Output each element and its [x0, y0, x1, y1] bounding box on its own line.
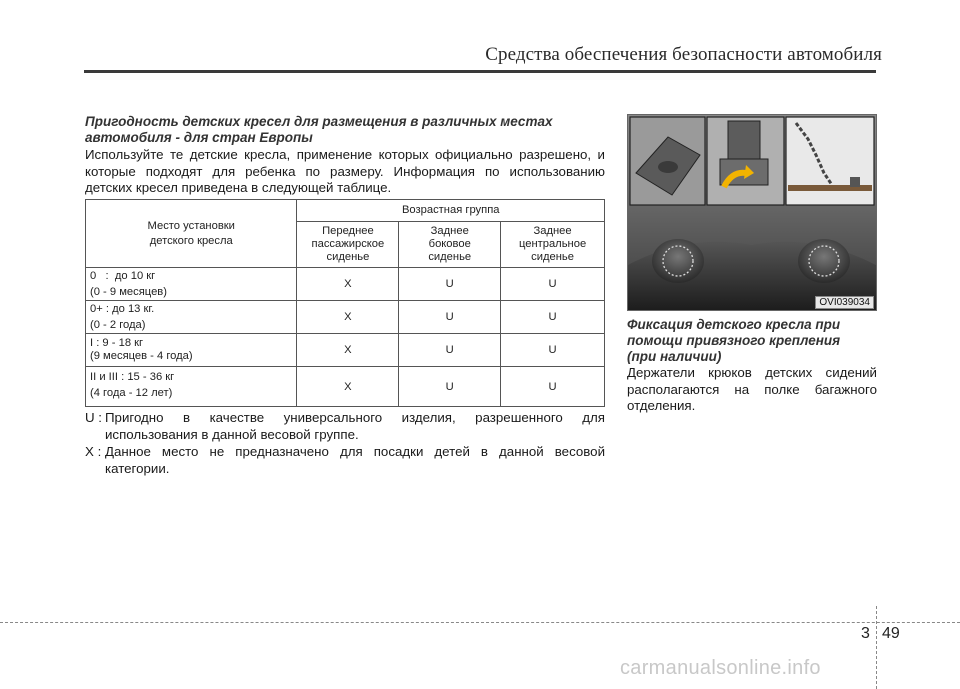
table-cell: X — [297, 268, 399, 301]
column-header-line: сиденье — [428, 251, 472, 263]
sub-title-line-3: (при наличии) — [627, 349, 722, 364]
section-title-line-1: Пригодность детских кресел для размещения в различных местах — [85, 114, 553, 129]
page-number: 49 — [882, 625, 900, 642]
footer-rule — [0, 622, 960, 623]
table-cell: X — [297, 334, 399, 367]
sub-title-line-1: Фиксация детского кресла при — [627, 317, 841, 332]
row-header — [86, 334, 297, 367]
photo-code-label: OVI039034 — [815, 296, 874, 309]
row-weight: II и III : 15 - 36 кг — [90, 371, 175, 383]
table-header-row — [86, 200, 605, 222]
sub-title-line-2: помощи привязного крепления — [627, 333, 841, 348]
tether-anchor-photo — [627, 114, 877, 311]
watermark: carmanualsonline.info — [620, 657, 821, 679]
column-header-line: центральное — [518, 238, 587, 250]
corner-line-1: Место установки — [147, 219, 235, 232]
note-key: X : — [85, 444, 102, 459]
table-cell: U — [399, 301, 501, 334]
column-header-line: пассажирское — [311, 238, 385, 250]
column-header-line: Переднее — [322, 225, 374, 237]
column-header-front-passenger — [297, 222, 399, 268]
row-header — [86, 367, 297, 407]
note-text: Данное место не предназначено для посадки детей в данной весовой категории. — [105, 444, 605, 476]
table-row — [86, 268, 605, 301]
footer-divider — [876, 606, 877, 689]
column-header-line: Заднее — [533, 225, 572, 237]
table-cell: U — [399, 367, 501, 407]
inset-panel-hook — [786, 117, 874, 205]
age-group-header: Возрастная группа — [297, 200, 605, 222]
intro-paragraph: Используйте те детские кресла, применение которых официально разрешено, и которые подходят для ребенка по размеру. Информация по использованию детских кресел приведена в следующей таблице. — [85, 147, 605, 195]
column-header-line: сиденье — [531, 251, 574, 263]
table-row — [86, 334, 605, 367]
header-rule — [84, 70, 876, 73]
row-header — [86, 268, 297, 301]
column-header-rear-center — [501, 222, 605, 268]
sub-section-title — [627, 317, 882, 365]
column-header-rear-outboard — [399, 222, 501, 268]
photo-illustration — [628, 115, 876, 310]
row-weight: I : 9 - 18 кг — [90, 337, 144, 349]
column-header-line: сиденье — [326, 251, 370, 263]
section-title-line-2: автомобиля - для стран Европы — [85, 130, 313, 145]
row-age: (9 месяцев - 4 года) — [90, 350, 193, 362]
legend-notes — [85, 410, 605, 478]
sub-section-text: Держатели крюков детских сидений располагаются на полке багажного отделения. — [627, 365, 877, 413]
table-cell: U — [501, 367, 605, 407]
row-weight: 0 : до 10 кг — [90, 270, 156, 282]
row-age: (0 - 2 года) — [90, 319, 146, 331]
note-x — [85, 444, 605, 477]
table-row — [86, 301, 605, 334]
table-cell: U — [501, 301, 605, 334]
section-title — [85, 114, 605, 146]
table-row — [86, 367, 605, 407]
row-age: (0 - 9 месяцев) — [90, 286, 167, 298]
note-text: Пригодно в качестве универсального изделия, разрешенного для использования в данной весовой группе. — [105, 410, 605, 442]
table-corner-header — [86, 200, 297, 268]
table-cell: X — [297, 301, 399, 334]
corner-line-2: детского кресла — [149, 234, 233, 247]
table-cell: U — [399, 334, 501, 367]
row-age: (4 года - 12 лет) — [90, 387, 173, 399]
child-seat-compatibility-table — [85, 199, 605, 407]
column-header-line: боковое — [428, 238, 471, 250]
column-header-line: Заднее — [430, 225, 469, 237]
row-header — [86, 301, 297, 334]
table-cell: U — [399, 268, 501, 301]
table-cell: X — [297, 367, 399, 407]
row-weight: 0+ : до 13 кг. — [90, 303, 155, 315]
note-key: U : — [85, 410, 102, 425]
table-cell: U — [501, 334, 605, 367]
table-cell: U — [501, 268, 605, 301]
page-header-title: Средства обеспечения безопасности автомобиля — [485, 44, 882, 65]
note-u — [85, 410, 605, 443]
chapter-number: 3 — [861, 625, 870, 642]
